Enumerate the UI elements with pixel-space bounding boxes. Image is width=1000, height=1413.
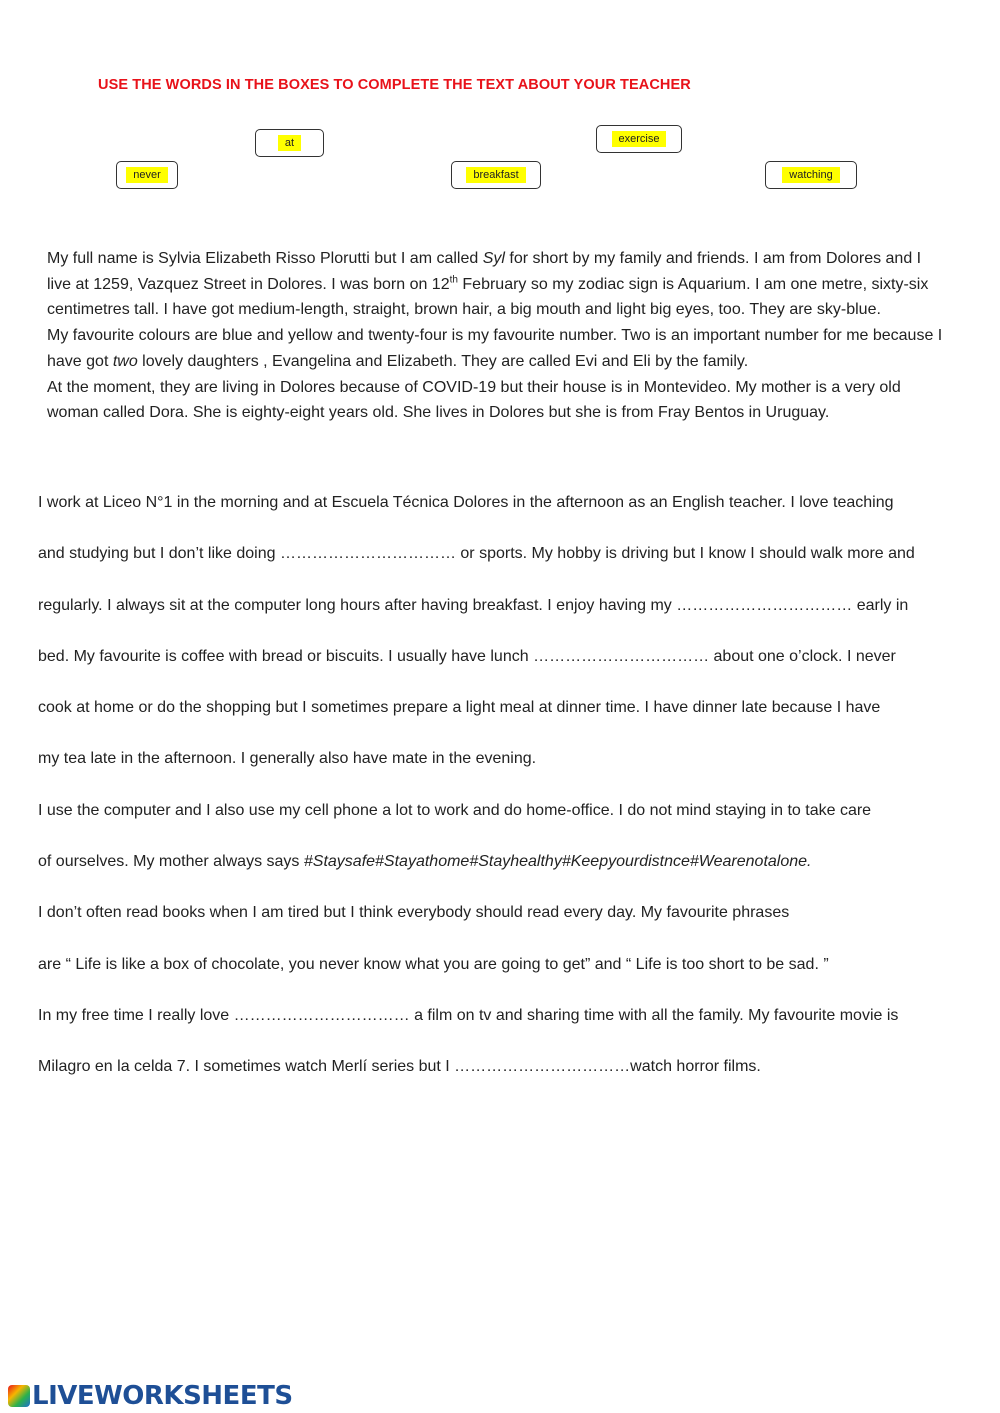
text-line: cook at home or do the shopping but I sometimes prepare a light meal at dinner time. I have dinner late because I have xyxy=(38,699,881,717)
liveworksheets-logo xyxy=(8,1381,293,1411)
blank-4[interactable]: …………………………… xyxy=(233,1006,410,1024)
text-line: In my free time I really love …………………………… a film on tv and sharing time with all the family. My favourite movie is xyxy=(38,1006,899,1024)
cloze-text xyxy=(38,477,968,1093)
word-box-at[interactable] xyxy=(255,129,324,157)
text-line: and studying but I don’t like doing …………………………… or sports. My hobby is driving but I know I should walk more and xyxy=(38,545,915,563)
text-line: bed. My favourite is coffee with bread or biscuits. I usually have lunch …………………………… about one o’clock. I never xyxy=(38,647,896,665)
instruction-title: USE THE WORDS IN THE BOXES TO COMPLETE THE TEXT ABOUT YOUR TEACHER xyxy=(98,77,691,93)
text-line: Milagro en la celda 7. I sometimes watch Merlí series but I ……………………………watch horror films. xyxy=(38,1058,761,1076)
word-never: never xyxy=(126,167,168,183)
word-box-breakfast[interactable] xyxy=(451,161,541,189)
word-exercise: exercise xyxy=(612,131,667,147)
intro-paragraph-3: At the moment, they are living in Dolores because of COVID-19 but their house is in Montevideo. My mother is a very old woman called Dora. She is eighty-eight years old. She lives in Dolores but she is from Fray Bentos in Uruguay. xyxy=(47,378,901,422)
blank-1[interactable]: …………………………… xyxy=(279,545,456,563)
word-box-never[interactable] xyxy=(116,161,178,189)
text-line: I work at Liceo N°1 in the morning and at Escuela Técnica Dolores in the afternoon as an English teacher. I love teaching xyxy=(38,494,894,511)
word-box-exercise[interactable] xyxy=(596,125,682,153)
intro-paragraph-1: My full name is Sylvia Elizabeth Risso Plorutti but I am called Syl for short by my family and friends. I am from Dolores and I live at 1259, Vazquez Street in Dolores. I was born on 12th February so my zodiac sign is Aquarium. I am one metre, sixty-six centimetres tall. I have got medium-length, straight, brown hair, a big mouth and light big eyes, too. They are sky-blue. xyxy=(47,250,929,319)
hashtags: #Staysafe#Stayathome#Stayhealthy#Keepyourdistnce#Wearenotalone. xyxy=(303,853,812,871)
logo-text: LIVEWORKSHEETS xyxy=(32,1381,293,1411)
blank-3[interactable]: …………………………… xyxy=(533,647,710,665)
text-line: I use the computer and I also use my cell phone a lot to work and do home-office. I do not mind staying in to take care xyxy=(38,801,872,819)
word-at: at xyxy=(278,135,301,151)
intro-paragraph-2: My favourite colours are blue and yellow and twenty-four is my favourite number. Two is an important number for me because I have got two lovely daughters , Evangelina and Elizabeth. They are called Evi and Eli by the family. xyxy=(47,327,943,370)
word-box-watching[interactable] xyxy=(765,161,857,189)
word-breakfast: breakfast xyxy=(466,167,525,183)
text-line: I don’t often read books when I am tired but I think everybody should read every day. My favourite phrases xyxy=(38,904,790,922)
text-line: my tea late in the afternoon. I generally also have mate in the evening. xyxy=(38,750,537,768)
text-line: regularly. I always sit at the computer long hours after having breakfast. I enjoy having my …………………………… early in xyxy=(38,596,909,614)
nickname: Syl xyxy=(482,250,505,267)
intro-text xyxy=(47,246,947,426)
text-line: are “ Life is like a box of chocolate, you never know what you are going to get” and “ Life is too short to be sad. ” xyxy=(38,955,829,973)
word-watching: watching xyxy=(782,167,839,183)
logo-mark-icon xyxy=(8,1385,30,1407)
blank-2[interactable]: …………………………… xyxy=(676,596,853,614)
blank-5[interactable]: …………………………… xyxy=(454,1058,631,1076)
text-line: of ourselves. My mother always says #Staysafe#Stayathome#Stayhealthy#Keepyourdistnce#Wearenotalone. xyxy=(38,853,812,871)
